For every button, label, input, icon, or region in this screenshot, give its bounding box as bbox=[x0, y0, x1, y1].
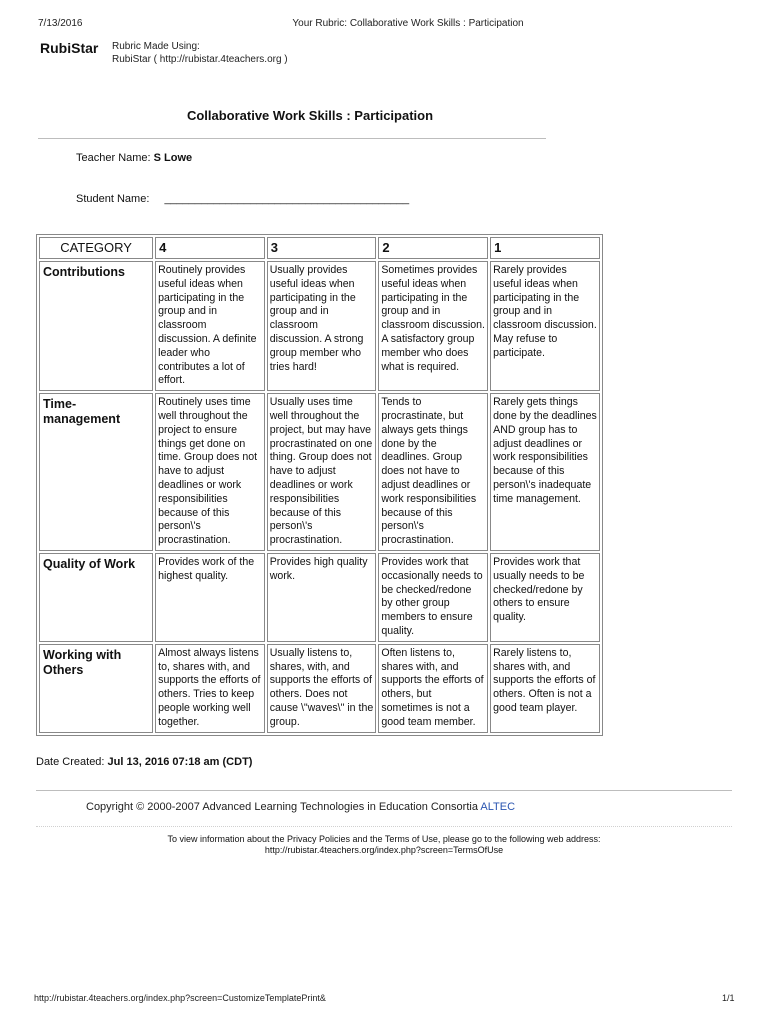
terms-notice bbox=[0, 834, 768, 856]
criteria-cell: Rarely gets things done by the deadlines AND group has to adjust deadlines or work responsibilities because of this person\'s inadequate time management. bbox=[490, 393, 600, 551]
copyright-text: Copyright © 2000-2007 Advanced Learning Technologies in Education Consortia bbox=[86, 801, 478, 813]
criteria-cell: Routinely provides useful ideas when participating in the group and in classroom discussion. A definite leader who contributes a lot of effort. bbox=[155, 261, 265, 391]
student-name-label: Student Name: bbox=[76, 193, 150, 205]
header-score-2: 2 bbox=[378, 237, 488, 259]
student-name-field bbox=[76, 193, 409, 205]
table-row bbox=[39, 393, 600, 551]
date-created bbox=[36, 756, 252, 768]
rubric-table bbox=[36, 234, 603, 736]
criteria-cell: Almost always listens to, shares with, and supports the efforts of others. Tries to keep people working well together. bbox=[155, 644, 265, 733]
date-created-value: Jul 13, 2016 07:18 am (CDT) bbox=[107, 756, 253, 768]
student-name-blank: ________________________________________ bbox=[164, 193, 410, 205]
header-score-4: 4 bbox=[155, 237, 265, 259]
table-row bbox=[39, 644, 600, 733]
criteria-cell: Routinely uses time well throughout the project to ensure things get done on time. Group does not have to adjust deadlines or work responsibilities because of this person\'s procrastination. bbox=[155, 393, 265, 551]
teacher-name-value: S Lowe bbox=[153, 152, 193, 164]
terms-line1: To view information about the Privacy Policies and the Terms of Use, please go to the following web address: bbox=[167, 834, 601, 844]
criteria-cell: Sometimes provides useful ideas when participating in the group and in classroom discussion. A satisfactory group member who does what is required. bbox=[378, 261, 488, 391]
title-divider bbox=[38, 138, 546, 139]
table-row bbox=[39, 261, 600, 391]
criteria-cell: Tends to procrastinate, but always gets things done by the deadlines. Group does not have to adjust deadlines or work responsibilities because of this person\'s procrastination. bbox=[378, 393, 488, 551]
category-cell: Time-management bbox=[39, 393, 153, 551]
criteria-cell: Provides work that usually needs to be checked/redone by others to ensure quality. bbox=[490, 553, 600, 642]
header-category: CATEGORY bbox=[39, 237, 153, 259]
table-header-row bbox=[39, 237, 600, 259]
footer-divider bbox=[36, 790, 732, 791]
rubric-title: Collaborative Work Skills : Participation bbox=[186, 108, 434, 123]
criteria-cell: Usually listens to, shares, with, and supports the efforts of others. Does not cause \"waves\" in the group. bbox=[267, 644, 377, 733]
criteria-cell: Provides work that occasionally needs to be checked/redone by other group members to ensure quality. bbox=[378, 553, 488, 642]
brand-logo[interactable]: RubiStar bbox=[40, 40, 99, 56]
criteria-cell: Often listens to, shares with, and supports the efforts of others, but sometimes is not a good team member. bbox=[378, 644, 488, 733]
category-cell: Contributions bbox=[39, 261, 153, 391]
date-created-label: Date Created: bbox=[36, 756, 105, 768]
criteria-cell: Rarely provides useful ideas when participating in the group and in classroom discussion. May refuse to participate. bbox=[490, 261, 600, 391]
category-cell: Working with Others bbox=[39, 644, 153, 733]
copyright-line bbox=[86, 801, 515, 813]
teacher-name-label: Teacher Name: bbox=[76, 152, 151, 164]
criteria-cell: Provides high quality work. bbox=[267, 553, 377, 642]
print-footer-url: http://rubistar.4teachers.org/index.php?screen=CustomizeTemplatePrint& bbox=[34, 993, 326, 1003]
print-date: 7/13/2016 bbox=[38, 18, 83, 29]
criteria-cell: Rarely listens to, shares with, and supports the efforts of others. Often is not a good team player. bbox=[490, 644, 600, 733]
altec-link[interactable]: ALTEC bbox=[480, 801, 516, 813]
category-cell: Quality of Work bbox=[39, 553, 153, 642]
criteria-cell: Usually uses time well throughout the project, but may have procrastinated on one thing. Group does not have to adjust deadlines or work responsibilities because of this person\'s procrastination. bbox=[267, 393, 377, 551]
terms-url[interactable]: http://rubistar.4teachers.org/index.php?screen=TermsOfUse bbox=[264, 845, 504, 855]
header-score-1: 1 bbox=[490, 237, 600, 259]
teacher-name-field bbox=[76, 152, 192, 164]
dotted-divider bbox=[36, 826, 732, 827]
print-page-number: 1/1 bbox=[722, 993, 735, 1003]
header-score-3: 3 bbox=[267, 237, 377, 259]
made-using-line2[interactable]: RubiStar ( http://rubistar.4teachers.org ) bbox=[112, 54, 288, 65]
made-using-note bbox=[112, 40, 288, 66]
criteria-cell: Usually provides useful ideas when participating in the group and in classroom discussion. A strong group member who tries hard! bbox=[267, 261, 377, 391]
table-row bbox=[39, 553, 600, 642]
made-using-line1: Rubric Made Using: bbox=[112, 41, 200, 52]
criteria-cell: Provides work of the highest quality. bbox=[155, 553, 265, 642]
print-title: Your Rubric: Collaborative Work Skills : Participation bbox=[292, 18, 524, 29]
